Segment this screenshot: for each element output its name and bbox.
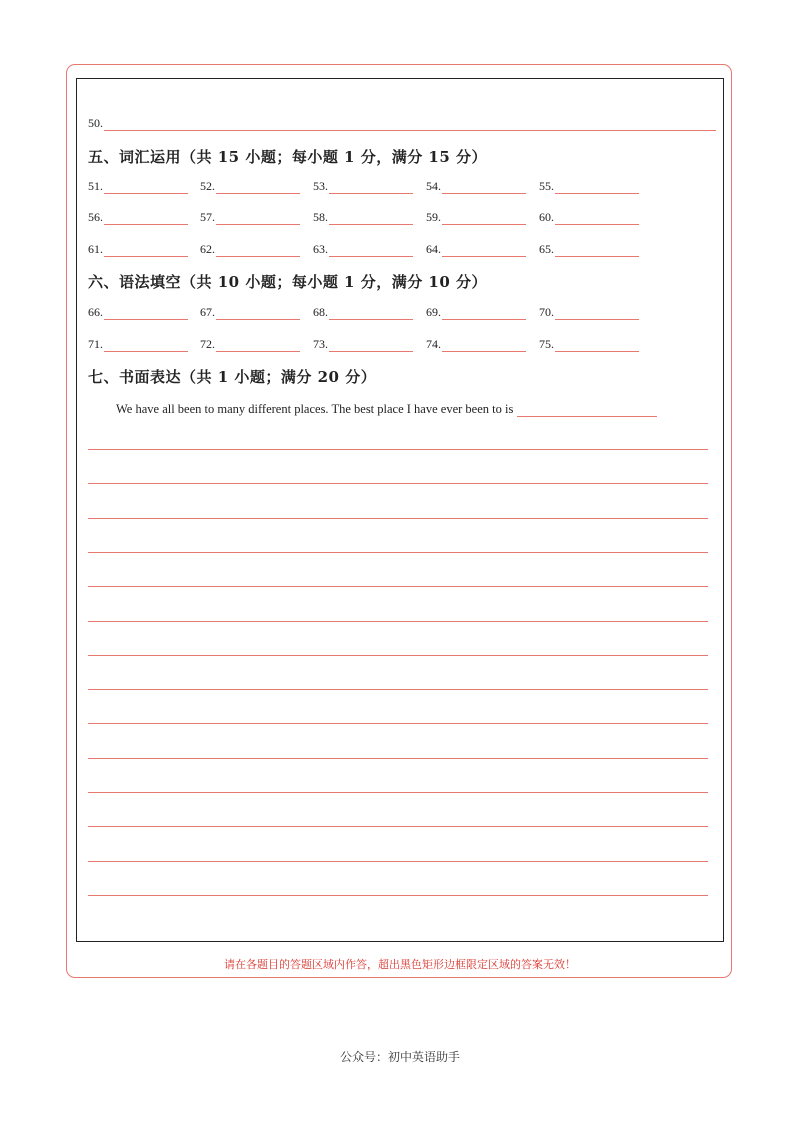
question-number: 53. bbox=[313, 179, 328, 193]
vocab-item bbox=[88, 179, 188, 194]
question-number: 59. bbox=[426, 210, 441, 224]
grammar-item bbox=[200, 305, 300, 320]
question-number: 60. bbox=[539, 210, 554, 224]
answer-blank[interactable] bbox=[329, 307, 413, 320]
grammar-item bbox=[88, 337, 188, 352]
grammar-item bbox=[313, 337, 413, 352]
answer-blank[interactable] bbox=[329, 212, 413, 225]
answer-blank[interactable] bbox=[329, 339, 413, 352]
grammar-item bbox=[426, 337, 526, 352]
question-number: 73. bbox=[313, 337, 328, 351]
answer-blank[interactable] bbox=[216, 181, 300, 194]
question-number: 57. bbox=[200, 210, 215, 224]
vocab-item bbox=[200, 210, 300, 225]
footer-account-name: 公众号：初中英语助手 bbox=[339, 1050, 460, 1064]
answer-blank[interactable] bbox=[442, 244, 526, 257]
grammar-item bbox=[426, 305, 526, 320]
writing-prompt-row bbox=[116, 402, 657, 417]
writing-line[interactable] bbox=[88, 861, 708, 862]
answer-blank[interactable] bbox=[216, 339, 300, 352]
vocab-item bbox=[539, 242, 639, 257]
question-number: 64. bbox=[426, 242, 441, 256]
question-number: 54. bbox=[426, 179, 441, 193]
question-number: 66. bbox=[88, 305, 103, 319]
question-number: 75. bbox=[539, 337, 554, 351]
writing-line[interactable] bbox=[88, 758, 708, 759]
vocab-item bbox=[313, 242, 413, 257]
answer-blank[interactable] bbox=[104, 212, 188, 225]
writing-line[interactable] bbox=[88, 826, 708, 827]
question-number: 70. bbox=[539, 305, 554, 319]
writing-line[interactable] bbox=[88, 483, 708, 484]
vocab-item bbox=[426, 210, 526, 225]
writing-line[interactable] bbox=[88, 689, 708, 690]
section-7-title: 七、书面表达（共 1 小题；满分 20 分） bbox=[88, 368, 377, 386]
question-number: 52. bbox=[200, 179, 215, 193]
answer-blank[interactable] bbox=[555, 339, 639, 352]
vocab-item bbox=[88, 242, 188, 257]
vocab-item bbox=[313, 210, 413, 225]
answer-blank[interactable] bbox=[442, 339, 526, 352]
grammar-item bbox=[539, 305, 639, 320]
question-number: 62. bbox=[200, 242, 215, 256]
vocab-item bbox=[88, 210, 188, 225]
answer-blank[interactable] bbox=[442, 181, 526, 194]
writing-line[interactable] bbox=[88, 621, 708, 622]
grammar-item bbox=[539, 337, 639, 352]
writing-line[interactable] bbox=[88, 723, 708, 724]
answer-area-border bbox=[76, 78, 724, 942]
question-number: 71. bbox=[88, 337, 103, 351]
grammar-item bbox=[200, 337, 300, 352]
answer-blank[interactable] bbox=[104, 307, 188, 320]
question-50-label: 50. bbox=[88, 116, 103, 130]
answer-blank[interactable] bbox=[442, 307, 526, 320]
question-number: 69. bbox=[426, 305, 441, 319]
question-50-answer-blank[interactable] bbox=[104, 118, 716, 131]
vocab-item bbox=[426, 242, 526, 257]
question-number: 55. bbox=[539, 179, 554, 193]
question-number: 65. bbox=[539, 242, 554, 256]
question-number: 68. bbox=[313, 305, 328, 319]
section-6-title: 六、语法填空（共 10 小题；每小题 1 分，满分 10 分） bbox=[88, 273, 488, 291]
answer-blank[interactable] bbox=[442, 212, 526, 225]
vocab-item bbox=[539, 179, 639, 194]
vocab-item bbox=[313, 179, 413, 194]
question-number: 56. bbox=[88, 210, 103, 224]
section-5-title: 五、词汇运用（共 15 小题；每小题 1 分，满分 15 分） bbox=[88, 148, 488, 166]
writing-line[interactable] bbox=[88, 792, 708, 793]
question-number: 67. bbox=[200, 305, 215, 319]
question-number: 58. bbox=[313, 210, 328, 224]
question-number: 61. bbox=[88, 242, 103, 256]
writing-line[interactable] bbox=[88, 586, 708, 587]
question-number: 74. bbox=[426, 337, 441, 351]
vocab-item bbox=[426, 179, 526, 194]
answer-blank[interactable] bbox=[104, 339, 188, 352]
answer-blank[interactable] bbox=[216, 244, 300, 257]
grammar-item bbox=[313, 305, 413, 320]
writing-prompt-blank[interactable] bbox=[517, 404, 657, 417]
writing-line[interactable] bbox=[88, 552, 708, 553]
writing-line[interactable] bbox=[88, 895, 708, 896]
answer-blank[interactable] bbox=[555, 244, 639, 257]
writing-line[interactable] bbox=[88, 655, 708, 656]
answer-blank[interactable] bbox=[329, 244, 413, 257]
answer-blank[interactable] bbox=[555, 212, 639, 225]
answer-blank[interactable] bbox=[555, 307, 639, 320]
writing-prompt-text: We have all been to many different places. The best place I have ever been to is bbox=[116, 402, 514, 416]
writing-line[interactable] bbox=[88, 518, 708, 519]
question-number: 72. bbox=[200, 337, 215, 351]
answer-blank[interactable] bbox=[216, 307, 300, 320]
answer-blank[interactable] bbox=[216, 212, 300, 225]
answer-blank[interactable] bbox=[104, 244, 188, 257]
answer-blank[interactable] bbox=[555, 181, 639, 194]
writing-line[interactable] bbox=[88, 449, 708, 450]
vocab-item bbox=[539, 210, 639, 225]
answer-blank[interactable] bbox=[104, 181, 188, 194]
answer-area-notice: 请在各题目的答题区域内作答，超出黑色矩形边框限定区域的答案无效！ bbox=[224, 958, 576, 971]
question-number: 51. bbox=[88, 179, 103, 193]
question-50-row bbox=[88, 116, 716, 131]
grammar-item bbox=[88, 305, 188, 320]
vocab-item bbox=[200, 179, 300, 194]
answer-blank[interactable] bbox=[329, 181, 413, 194]
vocab-item bbox=[200, 242, 300, 257]
question-number: 63. bbox=[313, 242, 328, 256]
